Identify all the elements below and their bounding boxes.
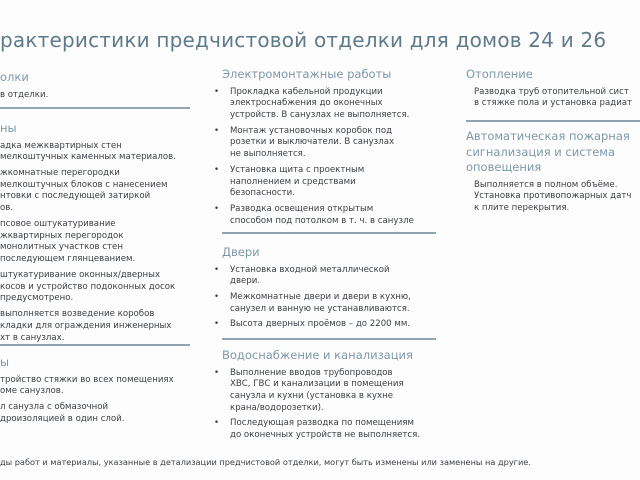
bullet-item	[222, 292, 411, 316]
bullet-item	[466, 180, 631, 215]
bullet-line: последующем глянцеванием.	[0, 254, 136, 265]
bullet-line: адка межквартирных стен	[0, 140, 122, 151]
bullet-line: устройств. В санузлах не выполняется.	[230, 110, 410, 121]
section	[222, 245, 411, 335]
bullet-line: штукатуривание оконных/дверных	[0, 269, 161, 280]
bullet-line: хт в санузлах.	[0, 332, 65, 343]
bullet-line: ХВС, ГВС и канализации в помещения	[230, 379, 404, 390]
section	[222, 67, 414, 231]
bullet-line: безопасности.	[230, 188, 295, 199]
bullet-line: крана/водорозетки).	[230, 402, 324, 413]
bullet-line: до оконечных устройств не выполняется.	[230, 430, 421, 441]
bullet-line: косов и устройство подоконных досок	[0, 281, 176, 292]
bullet-item	[222, 165, 414, 200]
bullet-line: • Установка щита с проектным	[230, 165, 414, 177]
bullet-line: электроснабжения до оконечных	[230, 98, 383, 109]
bullet-item	[222, 368, 420, 415]
bullet-line: псовое оштукатуривание	[0, 218, 116, 229]
bullet-line: жквартирных перегородок	[0, 230, 124, 241]
divider	[222, 338, 436, 340]
bullet-line: ов.	[0, 203, 14, 214]
bullet-item	[0, 270, 176, 305]
section	[466, 129, 631, 219]
section-heading: Отопление	[466, 67, 533, 81]
bullet-line: наполнением и средствами	[230, 176, 356, 187]
bullet-line: дроизоляцией в один слой.	[0, 413, 125, 424]
bullet-line: • Высота дверных проёмов – до 2200 мм.	[230, 319, 411, 331]
bullet-item	[0, 219, 176, 266]
section-heading: Водоснабжение и канализация	[222, 348, 413, 362]
bullet-line: • Разводка труб отопительной сист	[474, 87, 632, 99]
bullet-line: тройство стяжки во всех помещениях	[0, 374, 174, 385]
bullet-item	[466, 87, 632, 111]
bullet-item	[222, 126, 414, 161]
bullet-line: • Установка входной металлической	[230, 265, 411, 277]
bullet-item	[222, 265, 411, 289]
section-heading: олки	[0, 70, 29, 84]
bullet-line: способом под потолком в т. ч. в санузле	[230, 215, 414, 226]
divider	[0, 344, 190, 346]
bullet-line: • Межкомнатные двери и двери в кухню,	[230, 292, 411, 304]
bullet-line: монолитных участков стен	[0, 242, 123, 253]
bullet-line: предусмотрено.	[0, 293, 74, 304]
bullet-line: оме санузлов.	[0, 386, 64, 397]
bullet-item	[0, 402, 174, 426]
bullet-line: мелкоштучных каменных материалов.	[0, 152, 176, 163]
section	[222, 348, 420, 446]
bullet-line: • Выполнение вводов трубопроводов	[230, 368, 420, 380]
bullet-line: в отделки.	[0, 89, 49, 100]
bullet-line: в стяжке пола и установка радиат	[474, 98, 633, 109]
divider	[222, 232, 436, 234]
bullet-line: • Последующая разводка по помещениям	[230, 418, 420, 430]
bullet-item	[0, 141, 176, 165]
section-heading: Автоматическая пожарная сигнализация и система оповещения	[466, 129, 630, 174]
section-heading: ны	[0, 121, 17, 135]
divider	[466, 120, 640, 122]
column-left	[0, 0, 200, 480]
bullet-line: кладки для ограждения инженерных	[0, 320, 172, 331]
bullet-line: нтовки с последующей затиркой	[0, 191, 151, 202]
bullet-line: • Прокладка кабельной продукции	[230, 87, 414, 99]
bullet-line: • Выполняется в полном объёме.	[474, 180, 631, 192]
section	[466, 67, 632, 114]
bullet-item	[0, 168, 176, 215]
bullet-line: розетки и выключатели. В санузлах	[230, 137, 395, 148]
bullet-line: выполняется возведение коробов	[0, 309, 155, 320]
bullet-line: жкомнатные перегородки	[0, 167, 120, 178]
divider	[0, 107, 190, 109]
bullet-item	[0, 375, 174, 399]
bullet-item	[0, 90, 48, 102]
footer-note: ды работ и материалы, указанные в детализации предчистовой отделки, могут быть изменены или заменены на другие.	[0, 457, 531, 467]
column-right	[466, 0, 640, 480]
bullet-item	[222, 319, 411, 331]
bullet-line: л санузла с обмазочной	[0, 401, 109, 412]
section-heading: ы	[0, 355, 10, 369]
bullet-line: двери.	[230, 276, 261, 287]
bullet-line: не выполняется.	[230, 149, 306, 160]
section-heading: Электромонтажные работы	[222, 67, 392, 81]
section	[0, 70, 48, 105]
bullet-line: санузла и кухни (установка в кухне	[230, 391, 394, 402]
bullet-item	[222, 204, 414, 228]
column-middle	[222, 0, 442, 480]
section	[0, 355, 174, 429]
page-title: рактеристики предчистовой отделки для домов 24 и 26	[0, 28, 607, 52]
bullet-line: • Монтаж установочных коробок под	[230, 126, 414, 138]
bullet-item	[0, 309, 176, 344]
bullet-line: Установка противопожарных датч	[474, 191, 632, 202]
bullet-line: к плите перекрытия.	[474, 203, 570, 214]
bullet-line: мелкоштучных блоков с нанесением	[0, 179, 168, 190]
section	[0, 121, 176, 348]
bullet-line: санузел и ванную не устанавливаются.	[230, 303, 410, 314]
bullet-line: • Разводка освещения открытым	[230, 204, 414, 216]
section-heading: Двери	[222, 245, 260, 259]
bullet-item	[222, 87, 414, 122]
bullet-item	[222, 418, 420, 442]
